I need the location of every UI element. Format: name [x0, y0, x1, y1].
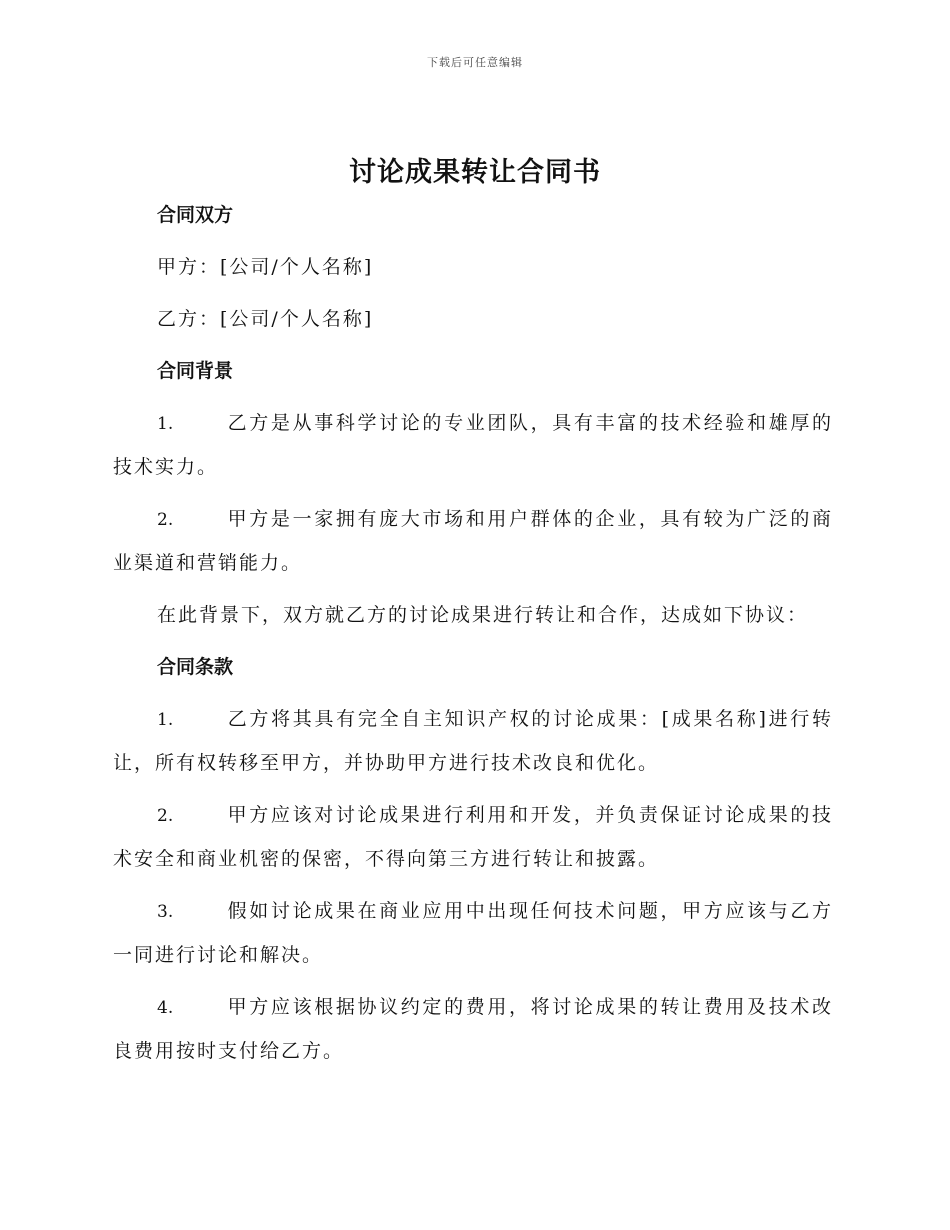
- section-heading-terms: 合同条款: [157, 656, 234, 678]
- item-number: 4.: [157, 998, 174, 1018]
- item-text: 假如讨论成果在商业应用中出现任何技术问题，甲方应该与乙方一同进行讨论和解决。: [113, 900, 833, 966]
- item-number: 3.: [157, 902, 174, 922]
- background-summary: 在此背景下，双方就乙方的讨论成果进行转让和合作，达成如下协议：: [157, 604, 809, 626]
- item-number: 1.: [157, 710, 174, 730]
- background-item: [113, 498, 833, 585]
- item-text: 甲方应该根据协议约定的费用，将讨论成果的转让费用及技术改良费用按时支付给乙方。: [113, 996, 833, 1062]
- terms-item: [113, 698, 833, 785]
- section-heading-background: 合同背景: [157, 360, 234, 382]
- terms-item: [113, 890, 833, 977]
- item-number: 2.: [157, 510, 174, 530]
- item-text: 乙方将其具有完全自主知识产权的讨论成果：[成果名称]进行转让，所有权转移至甲方，并协助甲方进行技术改良和优化。: [113, 708, 833, 774]
- section-heading-parties: 合同双方: [157, 204, 234, 226]
- terms-item: [113, 794, 833, 881]
- header-note: 下载后可任意编辑: [427, 56, 523, 69]
- item-text: 乙方是从事科学讨论的专业团队，具有丰富的技术经验和雄厚的技术实力。: [113, 412, 833, 478]
- item-text: 甲方应该对讨论成果进行利用和开发，并负责保证讨论成果的技术安全和商业机密的保密，不得向第三方进行转让和披露。: [113, 804, 833, 870]
- item-number: 2.: [157, 806, 174, 826]
- party-b: 乙方：[公司/个人名称]: [157, 308, 374, 330]
- item-text: 甲方是一家拥有庞大市场和用户群体的企业，具有较为广泛的商业渠道和营销能力。: [113, 508, 833, 574]
- item-number: 1.: [157, 414, 174, 434]
- document-title: 讨论成果转让合同书: [349, 157, 601, 188]
- terms-item: [113, 986, 833, 1073]
- background-item: [113, 402, 833, 489]
- party-a: 甲方：[公司/个人名称]: [157, 256, 374, 278]
- document-body: [113, 194, 833, 1082]
